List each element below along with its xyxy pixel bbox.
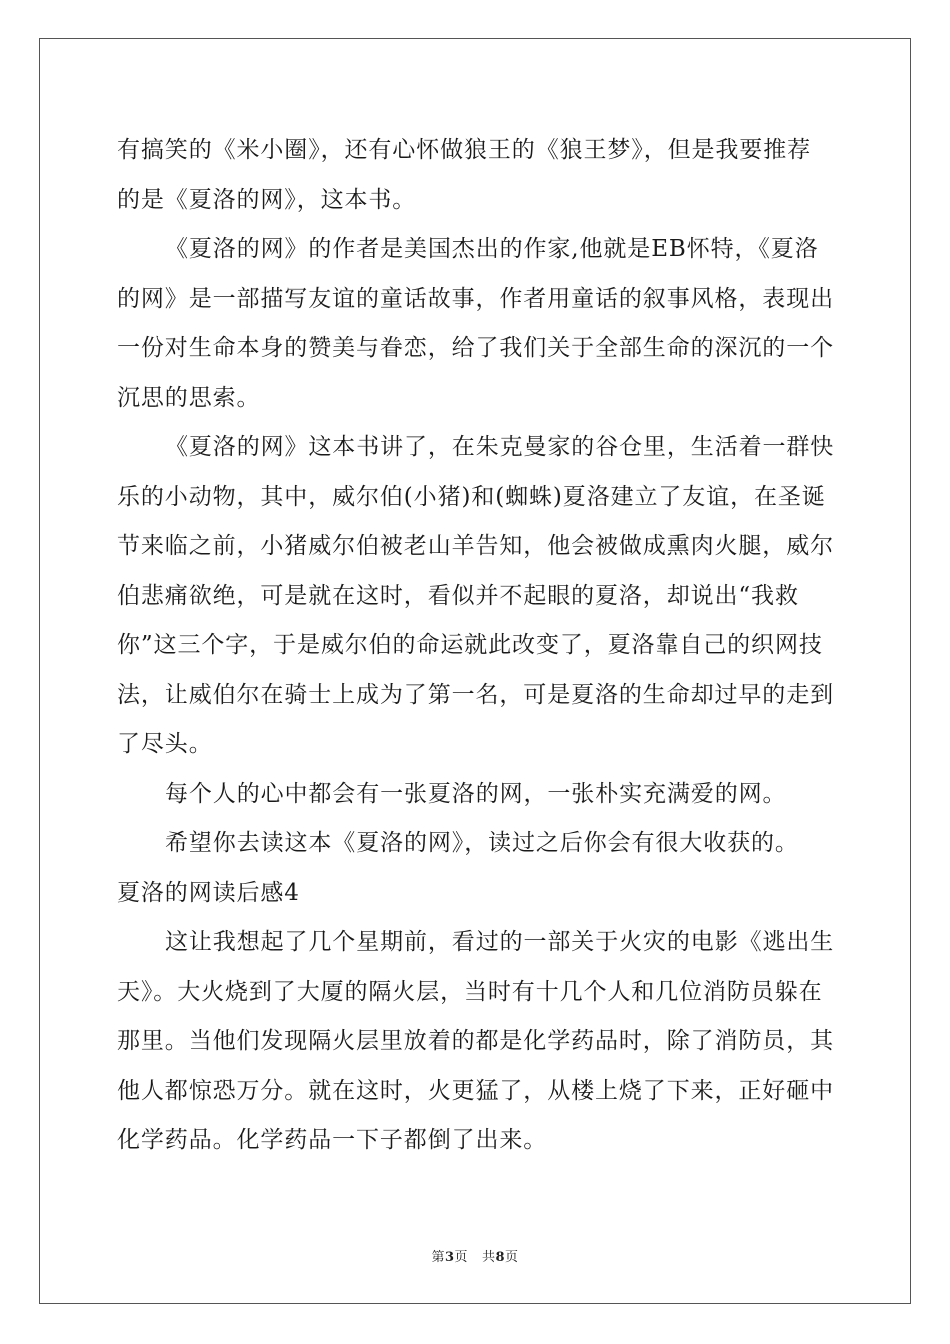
document-body [117, 126, 837, 1166]
paragraph-start: 希望你去读这本《夏洛的网》，读过之后你会有很大收获的。 [165, 830, 799, 856]
text-line: 你”这三个字，于是威尔伯的命运就此改变了，夏洛靠自己的织网技 [117, 632, 823, 658]
text-line: 的网》是一部描写友谊的童话故事，作者用童话的叙事风格，表现出 [117, 285, 834, 312]
text-line: 一份对生命本身的赞美与眷恋，给了我们关于全部生命的深沉的一个 [117, 335, 834, 361]
text-line: 伯悲痛欲绝，可是就在这时，看似并不起眼的夏洛，却说出“我救 [117, 582, 799, 609]
text-line: 那里。当他们发现隔火层里放着的都是化学药品时，除了消防员，其 [117, 1028, 834, 1054]
paragraph-start: 每个人的心中都会有一张夏洛的网，一张朴实充满爱的网。 [165, 780, 787, 807]
text-line: 有搞笑的《米小圈》，还有心怀做狼王的《狼王梦》，但是我要推荐 [117, 137, 811, 163]
text-line: 他人都惊恐万分。就在这时，火更猛了，从楼上烧了下来，正好砸中 [117, 1077, 834, 1104]
total-prefix: 共 [481, 1250, 496, 1265]
text-line: 化学药品。化学药品一下子都倒了出来。 [117, 1127, 548, 1153]
page-prefix: 第 [431, 1250, 445, 1265]
text-line: 法，让威伯尔在骑士上成为了第一名，可是夏洛的生命却过早的走到 [117, 681, 834, 708]
page-number: 3 [444, 1250, 455, 1265]
text-line: 天》。大火烧到了大厦的隔火层，当时有十几个人和几位消防员躲在 [117, 978, 823, 1005]
text-line: 的是《夏洛的网》，这本书。 [117, 186, 417, 213]
section-heading: 夏洛的网读后感4 [117, 879, 300, 906]
paragraph-start: 《夏洛的网》的作者是美国杰出的作家,他就是EB怀特，《夏洛 [165, 236, 819, 262]
total-pages: 8 [495, 1250, 506, 1265]
paragraph-start: 这让我想起了几个星期前，看过的一部关于火灾的电影《逃出生 [165, 929, 835, 955]
text-line: 沉思的思索。 [117, 384, 261, 411]
page-footer [0, 1246, 950, 1265]
text-line: 乐的小动物，其中，威尔伯(小猪)和(蜘蛛)夏洛建立了友谊，在圣诞 [117, 483, 826, 510]
total-unit: 页 [505, 1250, 519, 1265]
text-line: 了尽头。 [117, 731, 213, 757]
paragraph-start: 《夏洛的网》这本书讲了，在朱克曼家的谷仓里，生活着一群快 [165, 434, 835, 460]
text-line: 节来临之前，小猪威尔伯被老山羊告知，他会被做成熏肉火腿，威尔 [117, 533, 834, 559]
page-unit: 页 [454, 1250, 469, 1265]
